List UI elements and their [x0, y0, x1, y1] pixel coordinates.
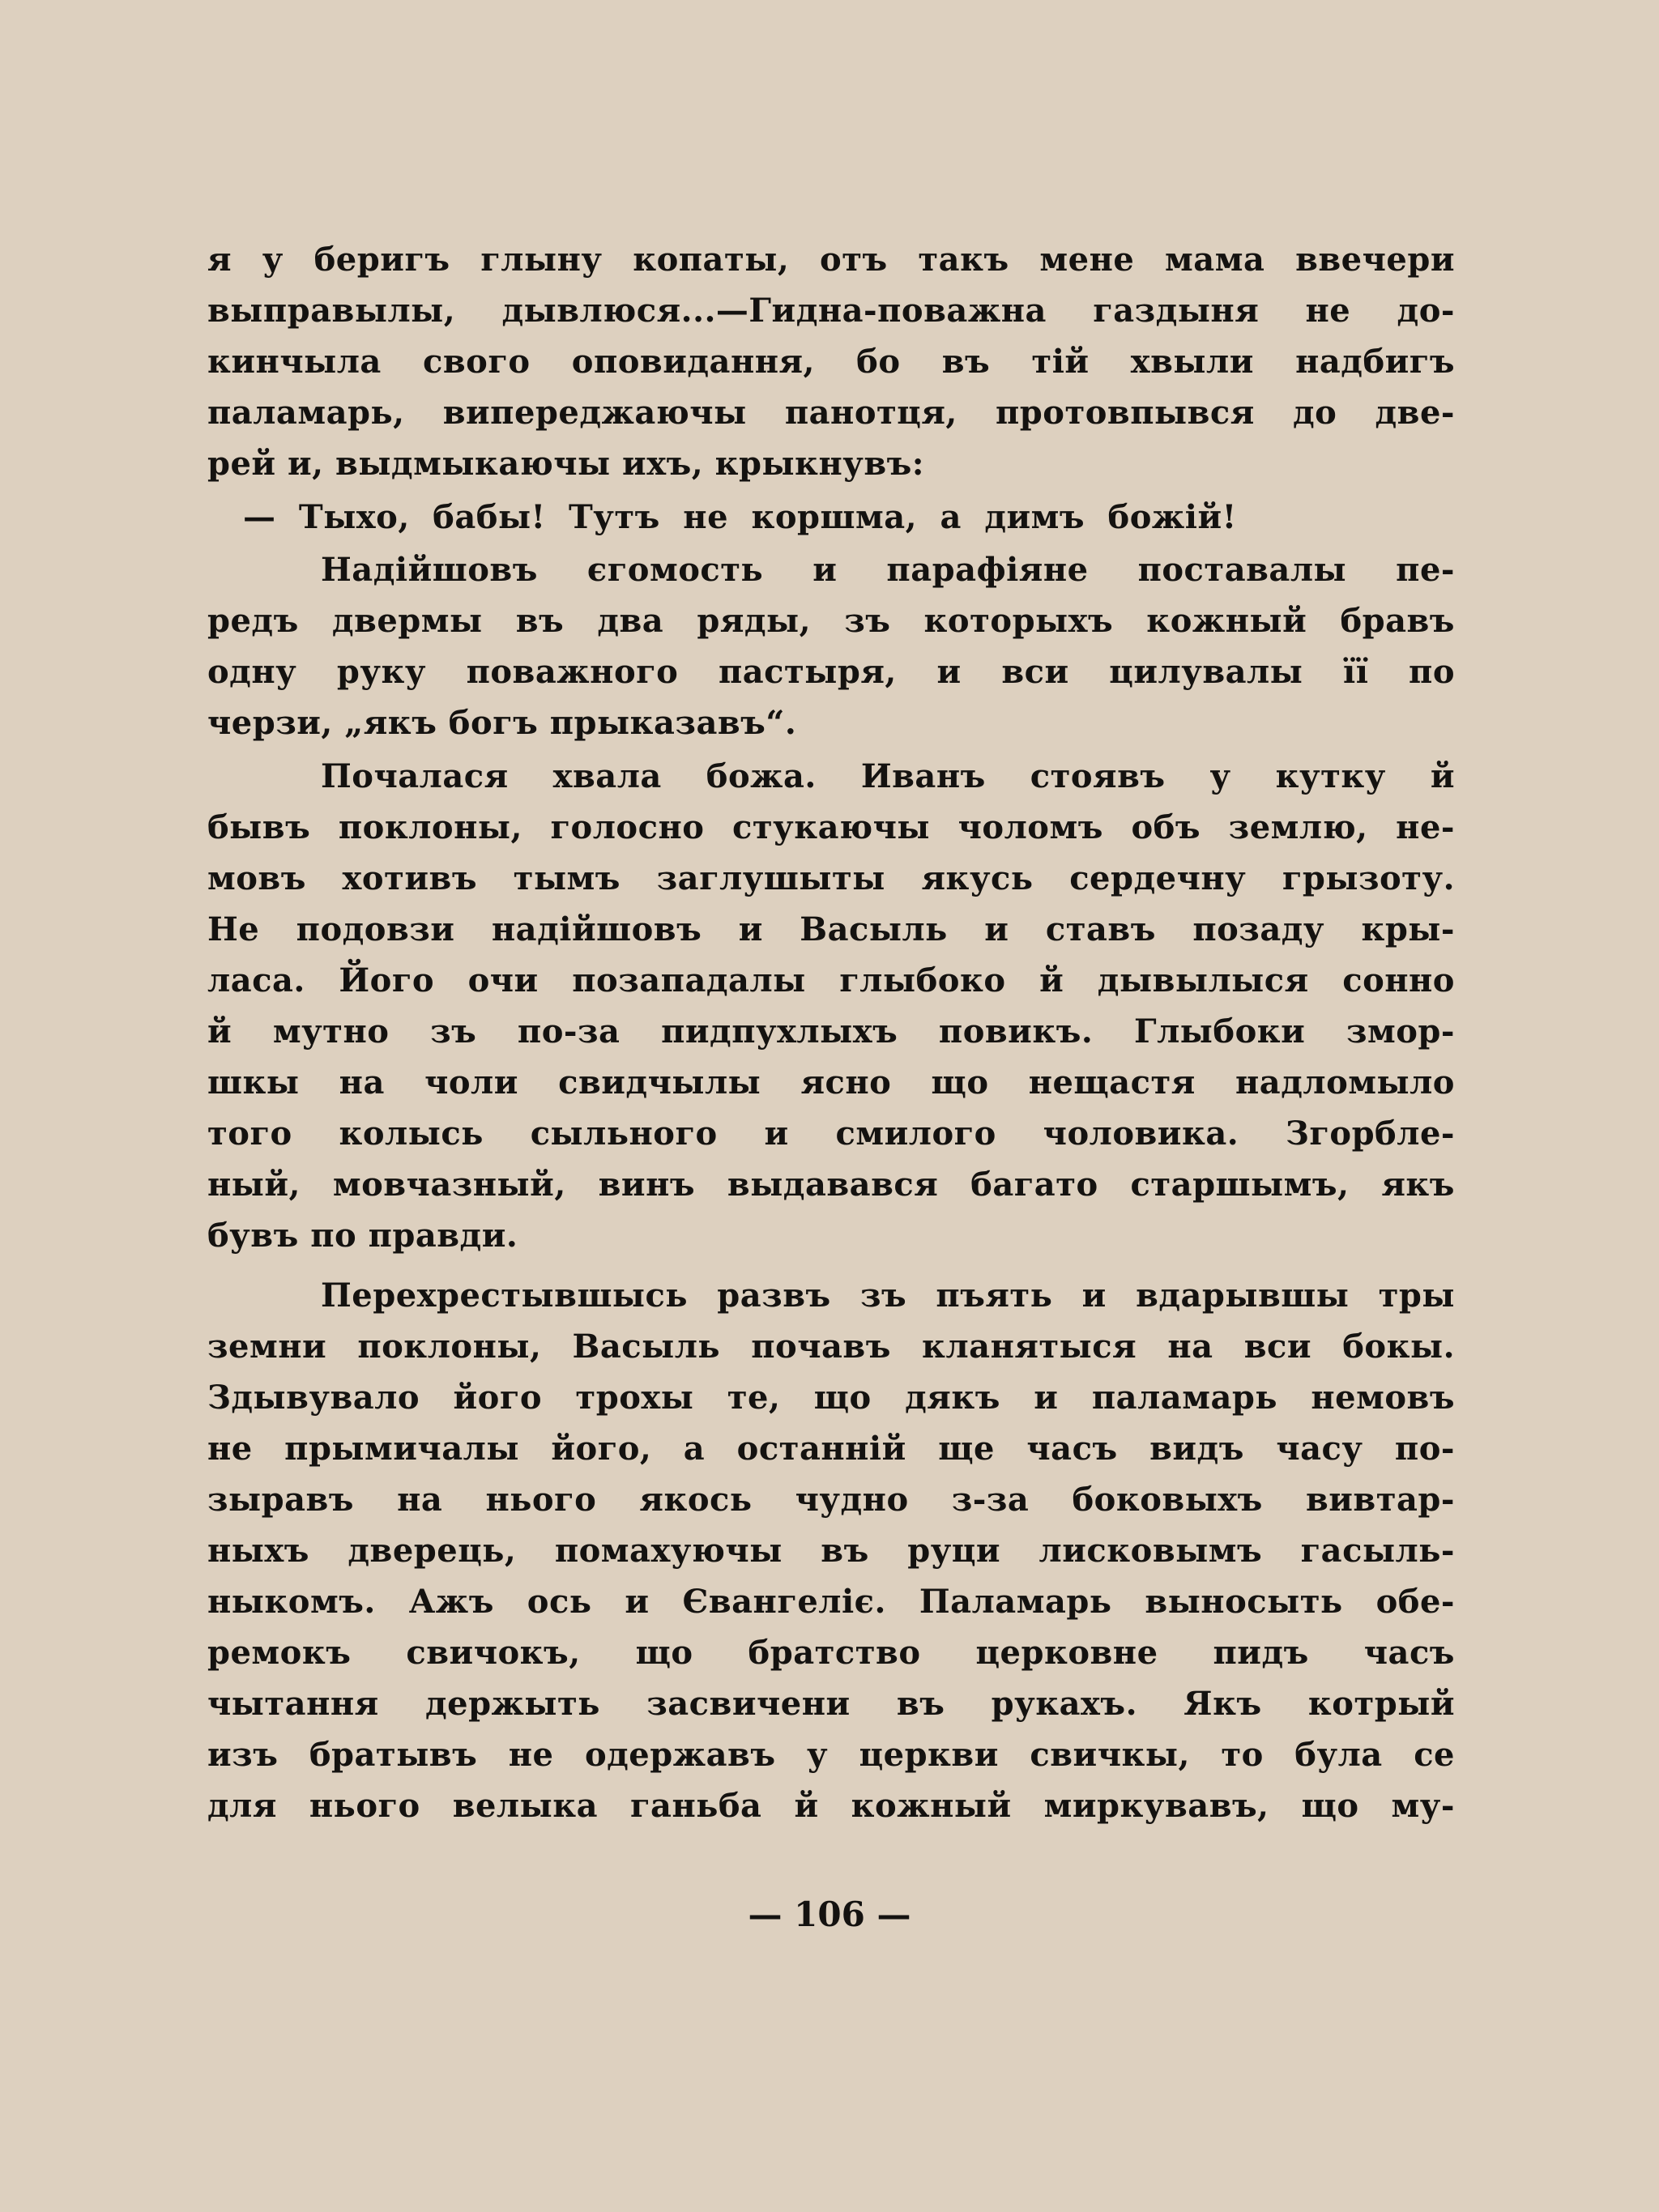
text-line: Не подовзи надійшовъ и Васыль и ставъ позаду кры-	[207, 910, 1455, 948]
text-line: черзи, „якъ богъ прыказавъ“.	[207, 704, 797, 742]
text-line: — Тыхо, бабы! Тутъ не коршма, а димъ божій!	[243, 498, 1237, 536]
text-line: редъ двермы въ два ряды, зъ которыхъ кожный бравъ	[207, 602, 1455, 640]
text-line: зыравъ на нього якось чудно з-за боковыхъ вивтар-	[207, 1481, 1455, 1519]
text-line: ный, мовчазный, винъ выдавався багато старшымъ, якъ	[207, 1166, 1455, 1204]
text-line: рей и, выдмыкаючы ихъ, крыкнувъ:	[207, 445, 925, 483]
text-line: одну руку поважного пастыря, и вси цилувалы її по	[207, 653, 1455, 691]
text-line: бывъ поклоны, голосно стукаючы чоломъ объ землю, не-	[207, 808, 1455, 846]
text-line: земни поклоны, Васыль почавъ кланятыся на вси бокы.	[207, 1328, 1455, 1366]
text-line: не прымичалы його, а останній ще часъ видъ часу по-	[207, 1430, 1455, 1468]
text-line: паламарь, випереджаючы панотця, протовпывся до две-	[207, 394, 1455, 432]
text-line: изъ братывъ не одержавъ у церкви свичкы, то була се	[207, 1736, 1455, 1774]
text-line: мовъ хотивъ тымъ заглушыты якусь сердечну грызоту.	[207, 859, 1455, 897]
text-line: Перехрестывшысь развъ зъ пъять и вдарывшы тры	[321, 1276, 1455, 1315]
page-number: — 106 —	[748, 1894, 911, 1934]
text-line: кинчыла свого оповидання, бо въ тій хвыли надбигъ	[207, 343, 1455, 381]
text-line: выправылы, дывлюся...—Гидна-поважна газдыня не до-	[207, 292, 1455, 330]
text-line: ласа. Його очи позападалы глыбоко й дывылыся сонно	[207, 961, 1455, 999]
text-line: того колысь сыльного и смилого чоловика. Згорбле-	[207, 1115, 1455, 1153]
text-line: Здывувало його трохы те, що дякъ и паламарь немовъ	[207, 1379, 1455, 1417]
text-line: ныхъ дверець, помахуючы въ руци лисковымъ гасыль-	[207, 1532, 1455, 1570]
text-line: й мутно зъ по-за пидпухлыхъ повикъ. Глыбоки змор-	[207, 1012, 1455, 1051]
text-line: Почалася хвала божа. Иванъ стоявъ у кутку й	[321, 757, 1455, 795]
text-line: Надійшовъ єгомость и парафіяне поставалы пе-	[321, 551, 1455, 589]
text-line: ныкомъ. Ажъ ось и Євангеліє. Паламарь выносыть обе-	[207, 1583, 1455, 1621]
text-line: чытання держыть засвичени въ рукахъ. Якъ котрый	[207, 1685, 1455, 1723]
text-line: ремокъ свичокъ, що братство церковне пидъ часъ	[207, 1634, 1455, 1672]
text-line: бувъ по правди.	[207, 1217, 518, 1255]
text-line: я у беригъ глыну копаты, отъ такъ мене мама ввечери	[207, 241, 1455, 279]
text-line: для нього велыка ганьба й кожный миркувавъ, що му-	[207, 1787, 1455, 1825]
text-line: шкы на чоли свидчылы ясно що нещастя надломыло	[207, 1063, 1455, 1102]
